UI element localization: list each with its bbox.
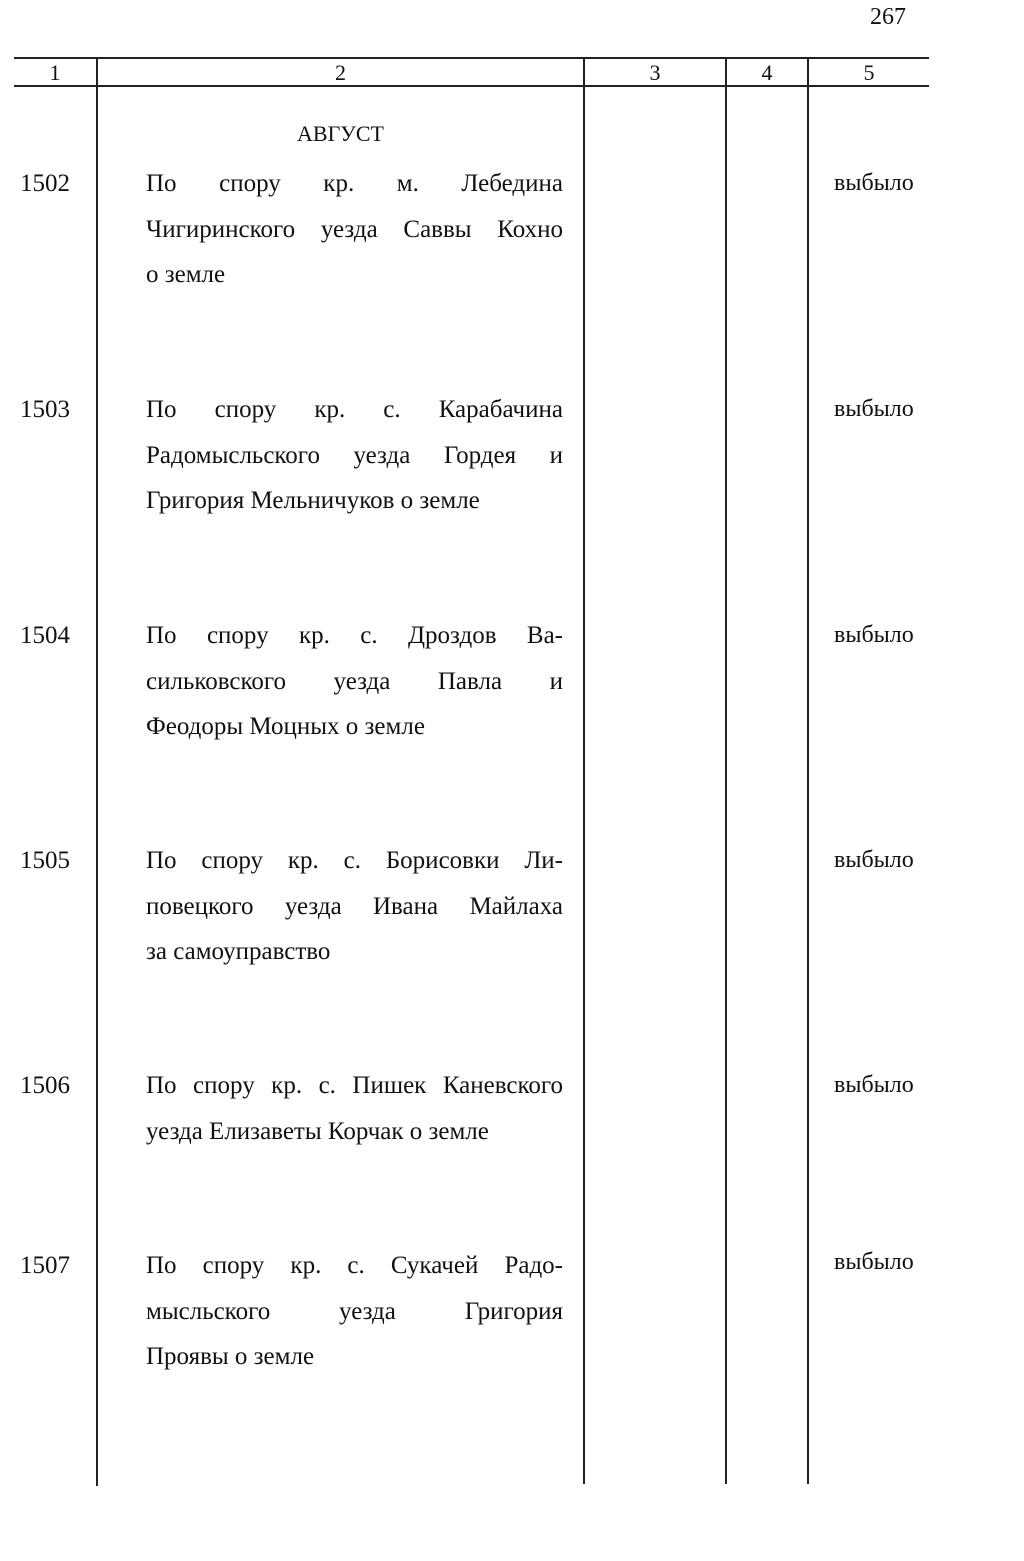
table-top-rule bbox=[14, 57, 929, 59]
text-line: мысльского уезда Григория bbox=[146, 1297, 563, 1325]
entry-status: выбыло bbox=[834, 1249, 914, 1275]
entry-number: 1505 bbox=[20, 847, 70, 874]
column-divider-4 bbox=[807, 58, 809, 1484]
text-line: По спору кр. с. Сукачей Радо- bbox=[146, 1252, 563, 1279]
text-line: о земле bbox=[146, 261, 226, 288]
column-header-1: 1 bbox=[49, 60, 61, 85]
text-line: повецкого уезда Ивана Майлаха bbox=[146, 892, 563, 920]
text-line: Радомысльского уезда Гордея и bbox=[146, 441, 563, 469]
entry-status: выбыло bbox=[834, 170, 914, 196]
text-line: Проявы о земле bbox=[146, 1343, 315, 1370]
column-header-5: 5 bbox=[863, 60, 875, 85]
entry-number: 1504 bbox=[20, 622, 70, 649]
entry-description bbox=[146, 387, 563, 524]
text-line: Чигиринского уезда Саввы Кохно bbox=[146, 215, 563, 243]
entry-number: 1502 bbox=[20, 170, 70, 197]
text-line: По спору кр. м. Лебедина bbox=[146, 170, 563, 197]
column-header-3: 3 bbox=[649, 60, 661, 85]
entry-number: 1507 bbox=[20, 1252, 70, 1279]
text-line: уезда Елизаветы Корчак о земле bbox=[146, 1117, 489, 1145]
text-line: По спору кр. с. Пишек Каневского bbox=[146, 1072, 563, 1099]
column-divider-1 bbox=[96, 58, 98, 1486]
column-header-2: 2 bbox=[335, 60, 346, 85]
entry-number: 1503 bbox=[20, 396, 70, 423]
text-line: сильковского уезда Павла и bbox=[146, 667, 563, 695]
entry-description bbox=[146, 161, 563, 298]
entry-status: выбыло bbox=[834, 847, 914, 873]
entry-number: 1506 bbox=[20, 1072, 70, 1099]
text-line: Григория Мельничуков о земле bbox=[146, 487, 480, 514]
section-heading-month: АВГУСТ bbox=[297, 121, 384, 146]
page-number: 267 bbox=[870, 4, 906, 30]
entry-status: выбыло bbox=[834, 622, 914, 648]
text-line: По спору кр. с. Дроздов Ва- bbox=[146, 622, 563, 649]
entry-status: выбыло bbox=[834, 1072, 914, 1098]
column-divider-3 bbox=[725, 58, 727, 1484]
text-line: По спору кр. с. Борисовки Ли- bbox=[146, 847, 563, 874]
entry-description bbox=[146, 838, 563, 975]
text-line: Феодоры Моцных о земле bbox=[146, 713, 425, 740]
text-line: за самоуправство bbox=[146, 938, 331, 965]
text-line: По спору кр. с. Карабачина bbox=[146, 396, 563, 423]
entry-description bbox=[146, 1243, 563, 1380]
entry-description bbox=[146, 1063, 563, 1154]
column-divider-2 bbox=[583, 58, 585, 1484]
entry-description bbox=[146, 613, 563, 750]
entry-status: выбыло bbox=[834, 396, 914, 422]
column-header-4: 4 bbox=[761, 60, 773, 85]
